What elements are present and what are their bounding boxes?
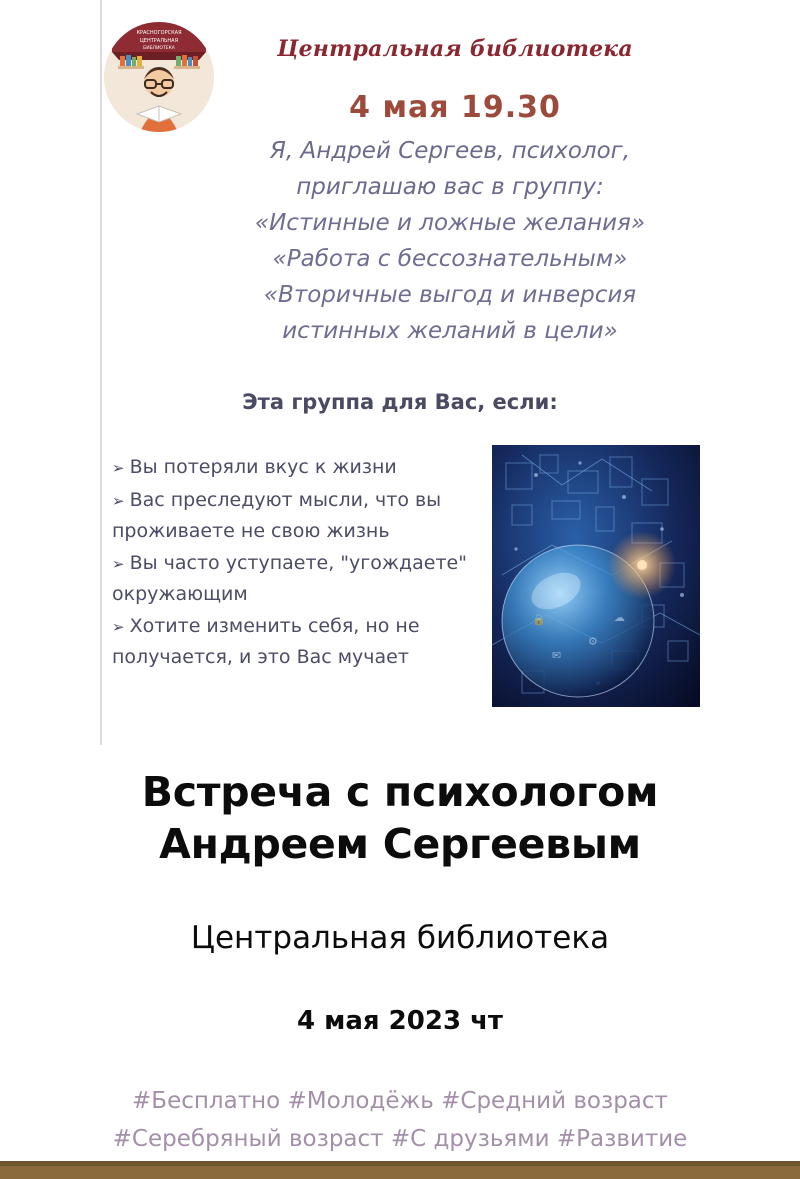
invite-line-6: истинных желаний в цели» xyxy=(282,318,618,344)
invite-line-1: Я, Андрей Сергеев, психолог, xyxy=(269,138,631,164)
bottom-bar xyxy=(0,1161,800,1179)
invite-line-4: «Работа с бессознательным» xyxy=(272,246,628,272)
list-item xyxy=(112,611,502,672)
svg-text:КРАСНОГОРСКАЯ: КРАСНОГОРСКАЯ xyxy=(136,30,182,36)
bullet-arrow-icon: ➢ xyxy=(112,555,125,573)
svg-text:БИБЛИОТЕКА: БИБЛИОТЕКА xyxy=(143,46,175,51)
svg-text:🔒: 🔒 xyxy=(532,613,546,626)
bottom-bar-highlight xyxy=(0,1161,800,1166)
svg-text:✉: ✉ xyxy=(552,649,562,662)
svg-text:☁: ☁ xyxy=(614,611,625,624)
svg-text:⚙: ⚙ xyxy=(588,635,598,648)
bullet-text: Вы потеряли вкус к жизни xyxy=(129,456,397,478)
invite-line-3: «Истинные и ложные желания» xyxy=(254,210,646,236)
bullet-arrow-icon: ➢ xyxy=(112,492,125,510)
tag-line-1[interactable]: #Бесплатно #Молодёжь #Средний возраст xyxy=(132,1088,668,1114)
invite-line-2: приглашаю вас в группу: xyxy=(296,174,604,200)
logo-illustration xyxy=(104,22,214,132)
flyer-organization-title: Центральная библиотека xyxy=(277,36,633,62)
flyer-invitation-text xyxy=(170,133,730,349)
vertical-divider xyxy=(100,0,102,745)
bullet-text: Хотите изменить себя, но не получается, и это Вас мучает xyxy=(112,615,420,668)
bullet-text: Вас преследуют мысли, что вы проживаете не свою жизнь xyxy=(112,489,442,542)
invite-line-5: «Вторичные выгод и инверсия xyxy=(263,282,637,308)
library-logo xyxy=(104,22,214,132)
tag-list xyxy=(40,1082,760,1158)
bullet-arrow-icon: ➢ xyxy=(112,618,125,636)
list-item xyxy=(112,548,502,609)
bullet-text: Вы часто уступаете, "угождаете" окружающим xyxy=(112,552,467,605)
tag-line-2[interactable]: #Серебряный возраст #С друзьями #Развитие xyxy=(112,1126,688,1152)
tech-illustration xyxy=(492,445,700,707)
svg-text:ЦЕНТРАЛЬНАЯ: ЦЕНТРАЛЬНАЯ xyxy=(139,38,179,44)
list-item xyxy=(112,452,502,483)
decorative-tech-image xyxy=(492,445,700,707)
page-title xyxy=(40,766,760,870)
event-date: 4 мая 2023 чт xyxy=(296,1006,504,1036)
list-item xyxy=(112,485,502,546)
bullet-arrow-icon: ➢ xyxy=(112,459,125,477)
flyer-audience-heading: Эта группа для Вас, если: xyxy=(242,390,558,414)
title-line-2: Андреем Сергеевым xyxy=(159,820,641,868)
venue-name: Центральная библиотека xyxy=(190,920,610,956)
title-line-1: Встреча с психологом xyxy=(141,768,659,816)
flyer-date-time: 4 мая 19.30 xyxy=(349,90,561,125)
flyer-bullet-list xyxy=(112,452,502,674)
